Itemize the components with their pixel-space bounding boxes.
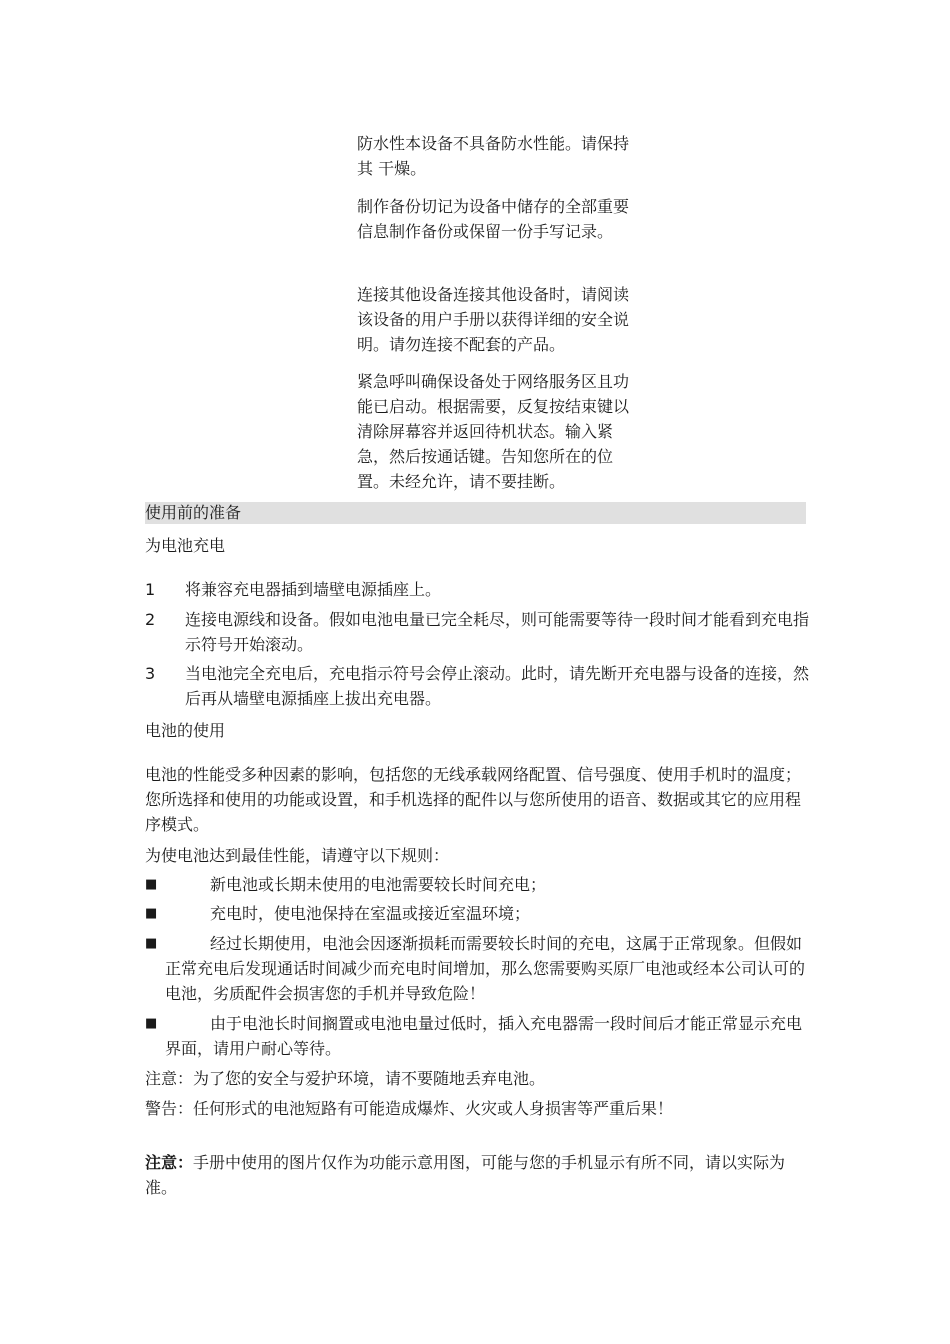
bullet-square-icon: ■ (145, 906, 158, 921)
bullet-square-icon: ■ (145, 936, 158, 951)
section-title: 使用前的准备 (145, 503, 242, 522)
rule-text: 经过长期使用，电池会因逐渐损耗而需要较长时间的充电，这属于正常现象。但假如正常充电后发现通话时间减少而充电时间增加，那么您需要购买原厂电池或经本公司认可的电池，劣质配件会损害您的手机并导致危险！ (165, 934, 806, 1003)
battery-use-heading: 电池的使用 (145, 721, 226, 740)
rule-text: 充电时，使电池保持在室温或接近室温环境； (210, 904, 531, 923)
charging-step (145, 661, 815, 711)
rule-text: 新电池或长期未使用的电池需要较长时间充电； (210, 875, 547, 894)
rule-item (145, 901, 810, 926)
step-number: 1 (145, 580, 156, 599)
intro-note-backup: 制作备份切记为设备中储存的全部重要信息制作备份或保留一份手写记录。 (357, 197, 630, 241)
rule-text: 由于电池长时间搁置或电池电量过低时，插入充电器需一段时间后才能正常显示充电界面，请用户耐心等待。 (165, 1014, 803, 1058)
footer-note-text: 手册中使用的图片仅作为功能示意用图，可能与您的手机显示有所不同，请以实际为准。 (145, 1153, 786, 1197)
step-text: 连接电源线和设备。假如电池电量已完全耗尽，则可能需要等待一段时间才能看到充电指示符号开始滚动。 (185, 610, 810, 654)
footer-note-label: 注意： (145, 1153, 194, 1172)
bullet-square-icon: ■ (145, 877, 158, 892)
rule-item (145, 1011, 810, 1061)
rule-item (145, 931, 810, 1006)
intro-note-connect: 连接其他设备连接其他设备时，请阅读该设备的用户手册以获得详细的安全说明。请勿连接不配套的产品。 (357, 285, 630, 354)
charging-step (145, 607, 815, 657)
rule-item (145, 872, 810, 897)
rules-intro: 为使电池达到最佳性能，请遵守以下规则： (145, 846, 450, 865)
intro-note-emergency: 紧急呼叫确保设备处于网络服务区且功能已启动。根据需要，反复按结束键以清除屏幕容并返回待机状态。输入紧急，然后按通话键。告知您所在的位置。未经允许，请不要挂断。 (357, 372, 630, 491)
intro-note-waterproof: 防水性本设备不具备防水性能。请保持其 干燥。 (357, 134, 630, 178)
charging-step (145, 577, 815, 602)
battery-performance-paragraph: 电池的性能受多种因素的影响，包括您的无线承载网络配置、信号强度、使用手机时的温度；您所选择和使用的功能或设置，和手机选择的配件以与您所使用的语音、数据或其它的应用程序模式。 (145, 765, 802, 834)
footer-note (145, 1150, 810, 1200)
caution-text: 注意：为了您的安全与爱护环境，请不要随地丢弃电池。 (145, 1069, 546, 1088)
charging-heading: 为电池充电 (145, 536, 226, 555)
bullet-square-icon: ■ (145, 1016, 158, 1031)
warning-text: 警告：任何形式的电池短路有可能造成爆炸、火灾或人身损害等严重后果！ (145, 1099, 674, 1118)
step-text: 将兼容充电器插到墙壁电源插座上。 (185, 580, 442, 599)
step-number: 2 (145, 610, 156, 629)
step-text: 当电池完全充电后，充电指示符号会停止滚动。此时，请先断开充电器与设备的连接，然后再从墙壁电源插座上拔出充电器。 (185, 664, 810, 708)
step-number: 3 (145, 664, 156, 683)
section-title-bar (145, 502, 806, 524)
